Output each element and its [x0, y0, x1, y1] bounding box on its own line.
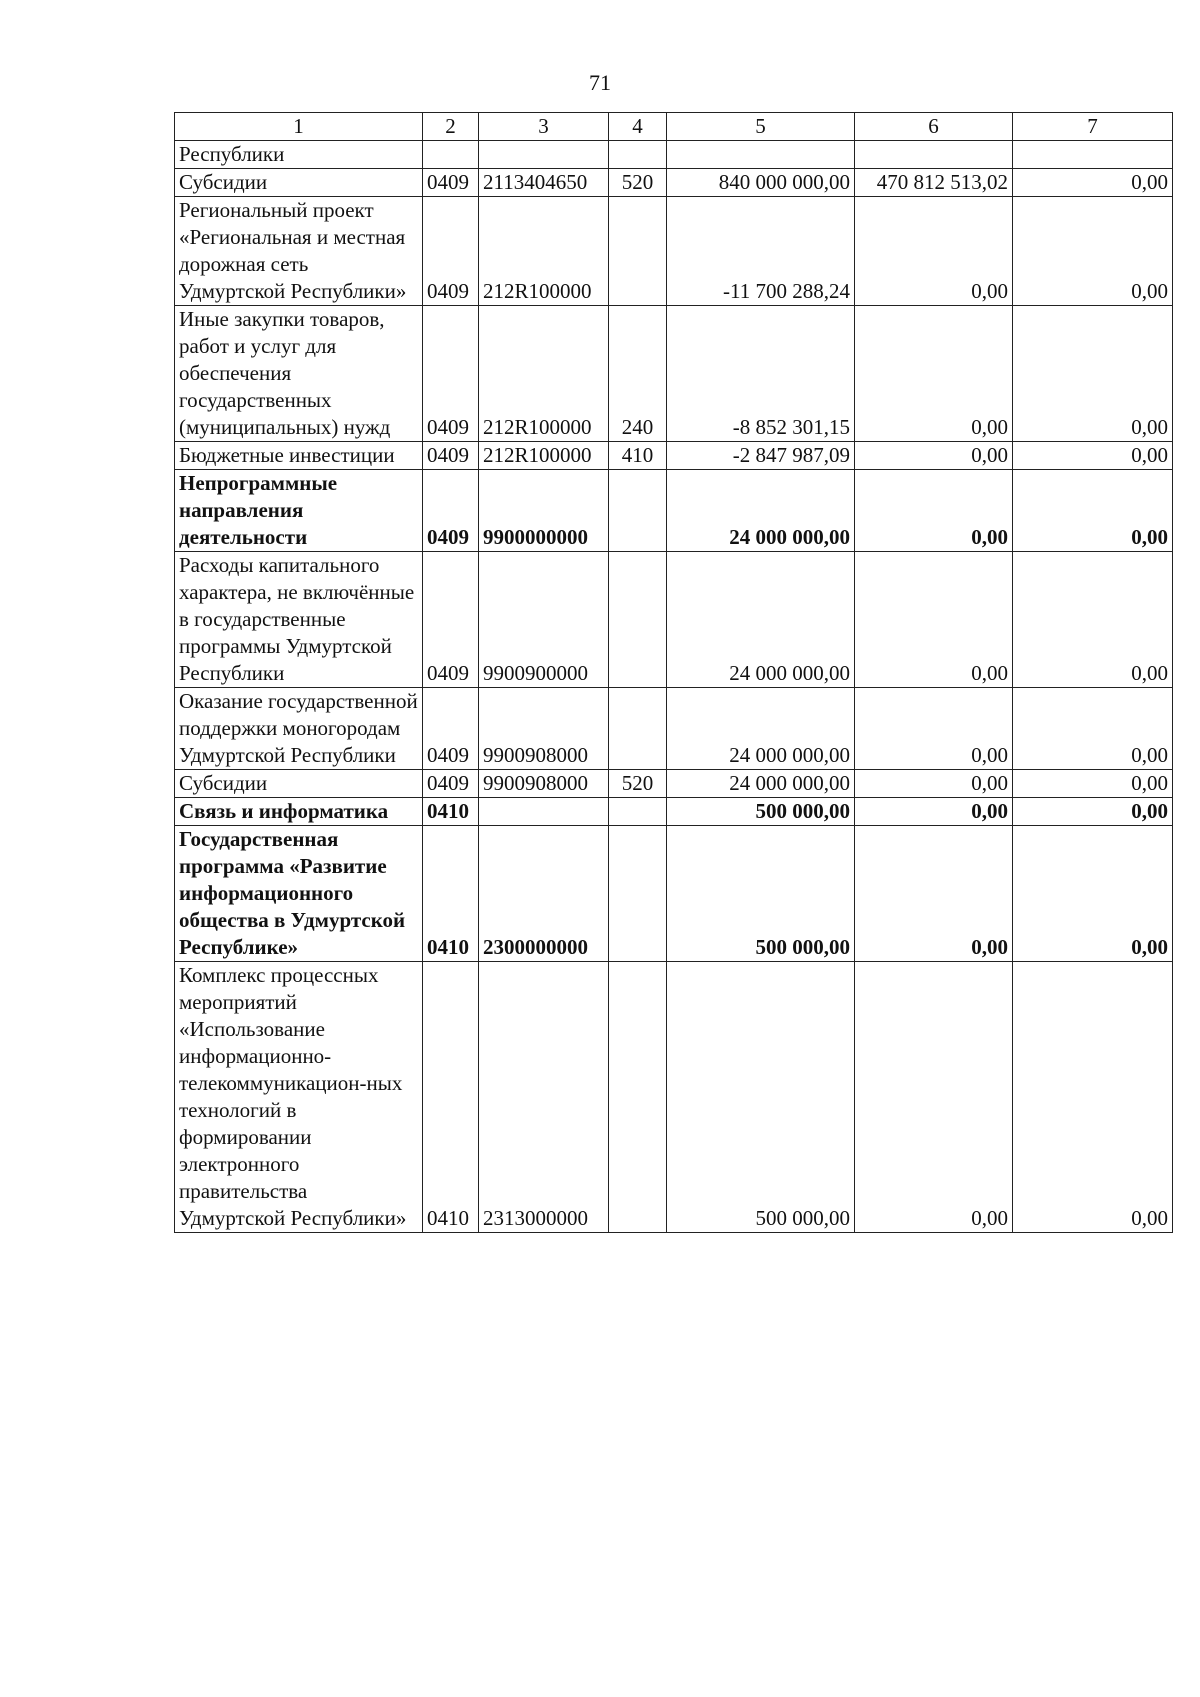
row-value-6: 0,00: [855, 442, 1013, 470]
row-type: [609, 798, 667, 826]
table-row: [175, 306, 1173, 442]
row-value-7: 0,00: [1013, 770, 1173, 798]
budget-table: [174, 112, 1173, 1233]
row-type: [609, 470, 667, 552]
row-value-5: 840 000 000,00: [667, 169, 855, 197]
row-code: 9900900000: [479, 552, 609, 688]
row-value-7: 0,00: [1013, 169, 1173, 197]
row-section: 0409: [423, 688, 479, 770]
table-header: [175, 113, 1173, 141]
row-value-5: 500 000,00: [667, 798, 855, 826]
row-value-6: 0,00: [855, 962, 1013, 1233]
row-value-5: 24 000 000,00: [667, 470, 855, 552]
row-type: 410: [609, 442, 667, 470]
row-value-7: 0,00: [1013, 798, 1173, 826]
row-value-6: 0,00: [855, 552, 1013, 688]
table-row: [175, 962, 1173, 1233]
row-type: 240: [609, 306, 667, 442]
row-value-5: 24 000 000,00: [667, 552, 855, 688]
row-name: Субсидии: [175, 770, 423, 798]
page-number: 71: [589, 70, 611, 95]
row-value-7: [1013, 141, 1173, 169]
row-type: [609, 826, 667, 962]
column-header: 4: [609, 113, 667, 141]
row-value-5: 24 000 000,00: [667, 688, 855, 770]
row-type: 520: [609, 169, 667, 197]
row-section: 0409: [423, 197, 479, 306]
row-section: 0410: [423, 826, 479, 962]
row-code: 212R100000: [479, 197, 609, 306]
column-header: 7: [1013, 113, 1173, 141]
row-type: [609, 141, 667, 169]
row-value-5: -8 852 301,15: [667, 306, 855, 442]
row-name: Расходы капитального характера, не включённые в государственные программы Удмуртской Республики: [175, 552, 423, 688]
row-value-7: 0,00: [1013, 306, 1173, 442]
row-code: 9900000000: [479, 470, 609, 552]
row-value-5: 500 000,00: [667, 826, 855, 962]
row-code: 212R100000: [479, 306, 609, 442]
row-value-6: 470 812 513,02: [855, 169, 1013, 197]
row-name: Связь и информатика: [175, 798, 423, 826]
row-value-5: -2 847 987,09: [667, 442, 855, 470]
row-value-6: 0,00: [855, 306, 1013, 442]
table-row: [175, 826, 1173, 962]
row-section: 0410: [423, 962, 479, 1233]
table-row: [175, 197, 1173, 306]
row-name: Республики: [175, 141, 423, 169]
row-type: [609, 197, 667, 306]
row-name: Непрограммные направления деятельности: [175, 470, 423, 552]
row-value-7: 0,00: [1013, 826, 1173, 962]
row-type: [609, 552, 667, 688]
column-header: 2: [423, 113, 479, 141]
row-value-6: [855, 141, 1013, 169]
row-code: [479, 141, 609, 169]
row-code: 212R100000: [479, 442, 609, 470]
row-value-5: 24 000 000,00: [667, 770, 855, 798]
row-section: 0409: [423, 306, 479, 442]
row-section: 0409: [423, 770, 479, 798]
row-value-5: [667, 141, 855, 169]
table-row: [175, 688, 1173, 770]
row-value-5: -11 700 288,24: [667, 197, 855, 306]
row-section: 0409: [423, 442, 479, 470]
column-header: 1: [175, 113, 423, 141]
row-name: Комплекс процессных мероприятий «Использование информационно-телекоммуникацион-ных технологий в формировании электронного правительства Удмуртской Республики»: [175, 962, 423, 1233]
table-row: [175, 169, 1173, 197]
row-value-7: 0,00: [1013, 688, 1173, 770]
row-code: [479, 798, 609, 826]
column-header: 6: [855, 113, 1013, 141]
row-value-6: 0,00: [855, 826, 1013, 962]
table-row: [175, 442, 1173, 470]
row-type: 520: [609, 770, 667, 798]
row-name: Государственная программа «Развитие информационного общества в Удмуртской Республике»: [175, 826, 423, 962]
row-value-6: 0,00: [855, 798, 1013, 826]
row-code: 2313000000: [479, 962, 609, 1233]
row-code: 2300000000: [479, 826, 609, 962]
column-header: 5: [667, 113, 855, 141]
row-value-7: 0,00: [1013, 197, 1173, 306]
row-section: 0409: [423, 552, 479, 688]
table-body: [175, 141, 1173, 1233]
row-value-6: 0,00: [855, 770, 1013, 798]
row-name: Иные закупки товаров, работ и услуг для обеспечения государственных (муниципальных) нужд: [175, 306, 423, 442]
row-value-7: 0,00: [1013, 442, 1173, 470]
row-section: 0409: [423, 169, 479, 197]
row-type: [609, 688, 667, 770]
row-code: 9900908000: [479, 770, 609, 798]
row-section: 0410: [423, 798, 479, 826]
row-value-6: 0,00: [855, 688, 1013, 770]
row-value-7: 0,00: [1013, 552, 1173, 688]
row-section: [423, 141, 479, 169]
row-section: 0409: [423, 470, 479, 552]
row-name: Субсидии: [175, 169, 423, 197]
row-name: Оказание государственной поддержки моногородам Удмуртской Республики: [175, 688, 423, 770]
row-value-7: 0,00: [1013, 470, 1173, 552]
table-row: [175, 470, 1173, 552]
row-value-7: 0,00: [1013, 962, 1173, 1233]
row-value-6: 0,00: [855, 470, 1013, 552]
column-header: 3: [479, 113, 609, 141]
row-code: 9900908000: [479, 688, 609, 770]
row-name: Бюджетные инвестиции: [175, 442, 423, 470]
row-name: Региональный проект «Региональная и местная дорожная сеть Удмуртской Республики»: [175, 197, 423, 306]
row-value-5: 500 000,00: [667, 962, 855, 1233]
table-row: [175, 552, 1173, 688]
header-row: [175, 113, 1173, 141]
row-value-6: 0,00: [855, 197, 1013, 306]
row-code: 2113404650: [479, 169, 609, 197]
table-row: [175, 141, 1173, 169]
row-type: [609, 962, 667, 1233]
table-row: [175, 798, 1173, 826]
table-row: [175, 770, 1173, 798]
